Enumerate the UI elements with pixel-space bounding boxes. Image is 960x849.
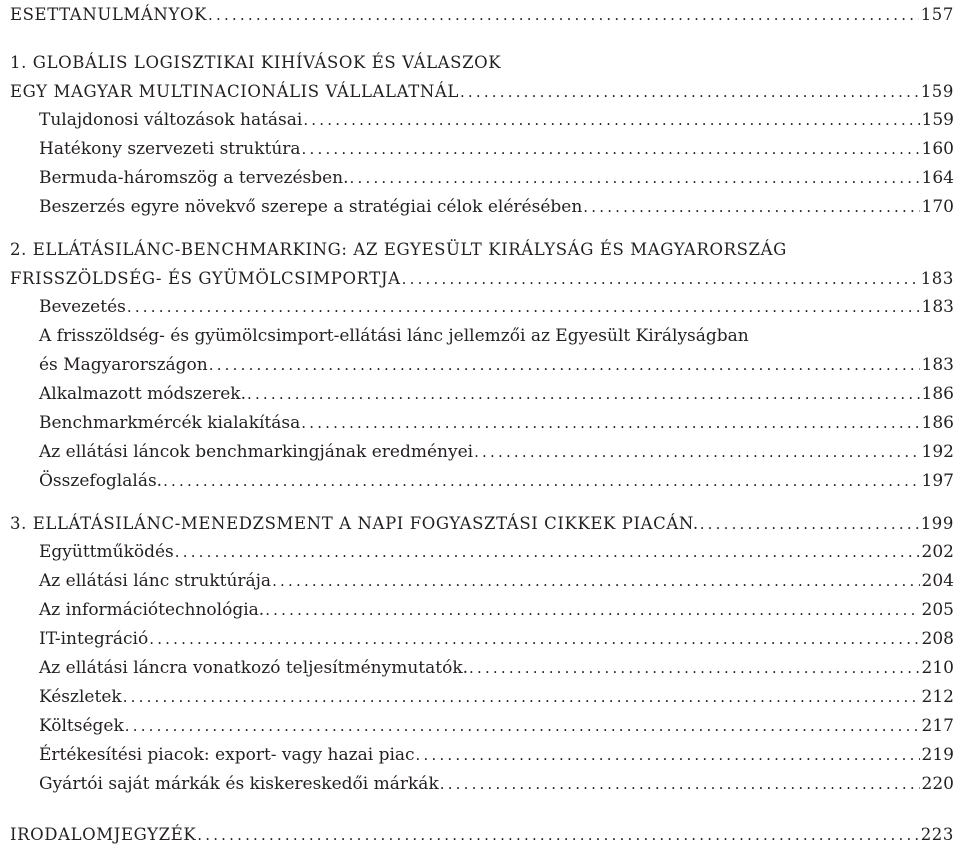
toc-entry[interactable] xyxy=(10,409,954,438)
toc-entry[interactable] xyxy=(10,596,954,625)
toc-entry-page: 186 xyxy=(921,384,954,404)
toc-entry-title: Készletek xyxy=(39,687,122,707)
toc-entry-bibliography[interactable] xyxy=(10,820,954,849)
toc-entry-page: 157 xyxy=(920,5,954,24)
leader-dots xyxy=(440,770,920,799)
toc-entry-title: IT-integráció xyxy=(39,629,149,649)
toc-entry-page: 164 xyxy=(921,168,954,188)
toc-entry[interactable] xyxy=(10,712,954,741)
leader-dots xyxy=(265,596,919,625)
toc-entry-title: Tulajdonosi változások hatásai xyxy=(39,110,303,130)
leader-dots xyxy=(350,164,920,193)
toc-chapter-2-title-line1[interactable] xyxy=(10,235,954,264)
toc-entry[interactable] xyxy=(10,770,954,799)
toc-entry[interactable] xyxy=(10,467,954,496)
toc-entry-title: FRISSZÖLDSÉG- ÉS GYÜMÖLCSIMPORTJA xyxy=(10,269,401,288)
toc-entry-page: 170 xyxy=(921,197,954,217)
toc-entry[interactable] xyxy=(10,164,954,193)
toc-entry-page: 220 xyxy=(921,774,954,794)
leader-dots xyxy=(163,467,919,496)
toc-entry-title: és Magyarországon xyxy=(39,355,208,375)
toc-entry-page: 183 xyxy=(921,297,954,317)
toc-entry[interactable] xyxy=(10,683,954,712)
toc-entry-page: 186 xyxy=(921,413,954,433)
leader-dots xyxy=(208,1,919,29)
toc-chapter-2[interactable] xyxy=(10,264,954,293)
toc-entry-essays[interactable] xyxy=(10,0,954,29)
toc-entry-title: 3. ELLÁTÁSILÁNC-MENEDZSMENT A NAPI FOGYASZTÁSI CIKKEK PIACÁN. xyxy=(10,514,699,533)
toc-entry-title: Az információtechnológia. xyxy=(39,600,265,620)
toc-entry-title: Bevezetés xyxy=(39,297,126,317)
leader-dots xyxy=(416,741,920,770)
toc-entry-title: Alkalmazott módszerek. xyxy=(39,384,246,404)
leader-dots xyxy=(123,683,920,712)
toc-entry-page: 159 xyxy=(921,110,954,130)
toc-entry-page: 197 xyxy=(921,471,954,491)
toc-entry-title: Bermuda-háromszög a tervezésben. xyxy=(39,168,349,188)
toc-entry-title: Összefoglalás. xyxy=(39,471,163,491)
toc-entry-title: Az ellátási láncok benchmarkingjának eredményei xyxy=(39,442,474,462)
leader-dots xyxy=(460,78,919,106)
toc-entry-title: Gyártói saját márkák és kiskereskedői márkák xyxy=(39,774,439,794)
toc-entry-page: 183 xyxy=(921,355,954,375)
toc-chapter-3[interactable] xyxy=(10,509,954,538)
leader-dots xyxy=(209,351,920,380)
toc-entry[interactable] xyxy=(10,741,954,770)
toc-entry-page: 205 xyxy=(921,600,954,620)
toc-chapter-1[interactable] xyxy=(10,77,954,106)
toc-entry[interactable] xyxy=(10,193,954,222)
toc-entry[interactable] xyxy=(10,351,954,380)
leader-dots xyxy=(301,409,919,438)
table-of-contents xyxy=(10,0,954,849)
leader-dots xyxy=(125,712,920,741)
toc-entry[interactable] xyxy=(10,625,954,654)
leader-dots xyxy=(402,265,919,293)
toc-entry-page: 219 xyxy=(921,745,954,765)
toc-entry-title: EGY MAGYAR MULTINACIONÁLIS VÁLLALATNÁL xyxy=(10,82,459,101)
toc-entry-page: 160 xyxy=(921,139,954,159)
toc-entry[interactable] xyxy=(10,654,954,683)
toc-entry-title: IRODALOMJEGYZÉK xyxy=(10,825,197,844)
toc-entry-title: Az ellátási láncra vonatkozó teljesítménymutatók. xyxy=(39,658,469,678)
toc-entry-title: Beszerzés egyre növekvő szerepe a stratégiai célok elérésében xyxy=(39,197,583,217)
toc-entry-page: 159 xyxy=(920,82,954,101)
toc-entry[interactable] xyxy=(10,538,954,567)
toc-entry-page: 223 xyxy=(920,825,954,844)
toc-entry-page: 183 xyxy=(920,269,954,288)
leader-dots xyxy=(474,438,919,467)
leader-dots xyxy=(149,625,919,654)
leader-dots xyxy=(469,654,920,683)
toc-entry-title: 1. GLOBÁLIS LOGISZTIKAI KIHÍVÁSOK ÉS VÁLASZOK xyxy=(10,53,502,72)
toc-entry-page: 210 xyxy=(921,658,954,678)
toc-entry-page: 199 xyxy=(920,514,954,533)
leader-dots xyxy=(247,380,920,409)
leader-dots xyxy=(175,538,920,567)
toc-entry-title: Együttműködés xyxy=(39,542,174,562)
toc-entry[interactable] xyxy=(10,567,954,596)
toc-entry-page: 217 xyxy=(921,716,954,736)
toc-entry-page: 202 xyxy=(921,542,954,562)
leader-dots xyxy=(700,510,919,538)
toc-entry[interactable] xyxy=(10,293,954,322)
toc-entry-title: Költségek xyxy=(39,716,124,736)
toc-entry-title: Az ellátási lánc struktúrája xyxy=(39,571,272,591)
leader-dots xyxy=(583,193,919,222)
toc-entry-page: 208 xyxy=(921,629,954,649)
toc-entry-title: 2. ELLÁTÁSILÁNC-BENCHMARKING: AZ EGYESÜLT KIRÁLYSÁG ÉS MAGYARORSZÁG xyxy=(10,240,787,259)
toc-entry-page: 192 xyxy=(921,442,954,462)
toc-chapter-1-title-line1[interactable] xyxy=(10,48,954,77)
toc-entry-line1[interactable] xyxy=(10,322,954,351)
leader-dots xyxy=(197,821,918,849)
toc-entry-title: Hatékony szervezeti struktúra xyxy=(39,139,301,159)
leader-dots xyxy=(127,293,920,322)
toc-entry[interactable] xyxy=(10,438,954,467)
toc-entry-page: 204 xyxy=(921,571,954,591)
leader-dots xyxy=(302,135,920,164)
toc-entry-title: ESETTANULMÁNYOK xyxy=(10,5,208,24)
toc-entry[interactable] xyxy=(10,135,954,164)
toc-entry[interactable] xyxy=(10,106,954,135)
toc-entry-page: 212 xyxy=(921,687,954,707)
toc-entry-title: Értékesítési piacok: export- vagy hazai piac xyxy=(39,745,415,765)
leader-dots xyxy=(272,567,919,596)
toc-entry[interactable] xyxy=(10,380,954,409)
toc-entry-title: Benchmarkmércék kialakítása xyxy=(39,413,301,433)
toc-entry-title: A frisszöldség- és gyümölcsimport-ellátási lánc jellemzői az Egyesült Királyságban xyxy=(39,326,749,346)
leader-dots xyxy=(303,106,919,135)
